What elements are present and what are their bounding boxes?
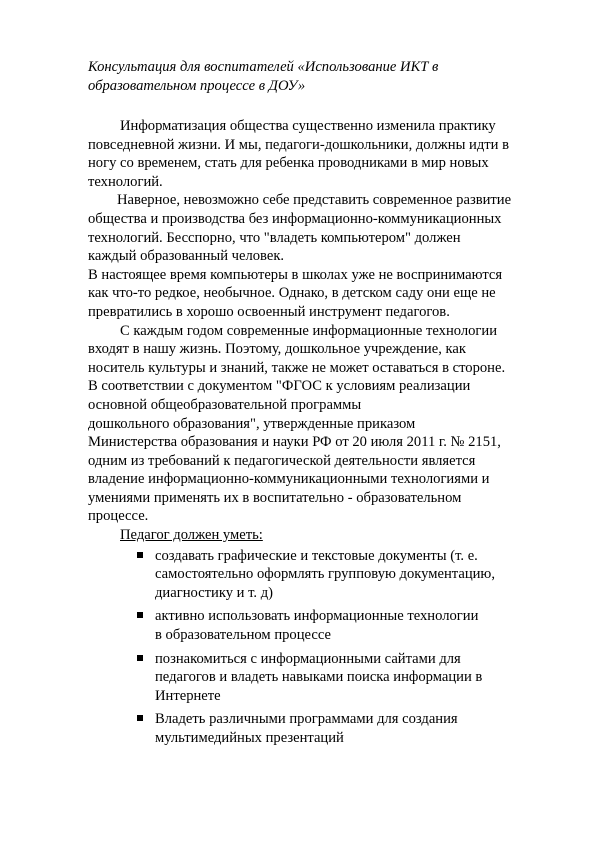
title-line: Консультация для воспитателей «Использование ИКТ в <box>88 59 439 75</box>
list-item <box>88 547 548 603</box>
text-line: Информатизация общества существенно изменила практику <box>120 118 496 134</box>
skills-list <box>88 547 548 748</box>
text-line: С каждым годом современные информационные технологии <box>120 322 498 339</box>
text-line: носитель культуры и знаний, также не может оставаться в стороне. <box>88 359 506 376</box>
document-title <box>88 58 528 96</box>
text-line: входят в нашу жизнь. Поэтому, дошкольное учреждение, как <box>88 341 466 358</box>
text-line: технологий. <box>88 173 163 190</box>
text-line: Владеть различными программами для создания <box>155 711 458 728</box>
text-line: каждый образованный человек. <box>88 248 285 265</box>
text-line: активно использовать информационные технологии <box>155 608 479 625</box>
list-item <box>88 650 548 706</box>
list-item <box>88 710 548 747</box>
paragraph-3 <box>88 266 548 322</box>
text-line: создавать графические и текстовые документы (т. е. <box>155 547 478 564</box>
text-line: процессе. <box>88 508 149 525</box>
text-line: превратились в хорошо освоенный инструмент педагогов. <box>88 303 450 320</box>
text-line: владение информационно-коммуникационными технологиями и <box>88 471 490 488</box>
text-line: Интернете <box>155 687 221 704</box>
paragraph-4 <box>88 322 548 527</box>
text-line: мультимедийных презентаций <box>155 730 344 746</box>
text-line: В настоящее время компьютеры в школах уже не воспринимаются <box>88 266 503 283</box>
text-line: в образовательном процессе <box>155 627 331 644</box>
text-line: ногу со временем, стать для ребенка проводниками в мир новых <box>88 155 489 172</box>
square-bullet-icon <box>137 715 143 721</box>
text-line: Министерства образования и науки РФ от 20 июля 2011 г. № 2151, <box>88 434 501 451</box>
square-bullet-icon <box>137 552 143 558</box>
text-line: основной общеобразовательной программы <box>88 396 362 413</box>
text-line: повседневной жизни. И мы, педагоги-дошкольники, должны идти в <box>88 136 509 153</box>
text-line: педагогов и владеть навыками поиска информации в <box>155 669 483 686</box>
text-line: диагностику и т. д) <box>155 584 273 601</box>
text-line: самостоятельно оформлять групповую документацию, <box>155 566 495 583</box>
text-line: технологий. Бесспорно, что "владеть компьютером" должен <box>88 229 461 246</box>
list-item <box>88 607 548 644</box>
text-line: как что-то редкое, необычное. Однако, в детском саду они еще не <box>88 285 496 302</box>
text-line: познакомиться с информационными сайтами для <box>155 650 461 667</box>
text-line: дошкольного образования", утвержденные приказом <box>88 415 416 432</box>
text-line: общества и производства без информационно-коммуникационных <box>88 210 502 227</box>
square-bullet-icon <box>137 612 143 618</box>
title-line: образовательном процессе в ДОУ» <box>88 78 306 94</box>
square-bullet-icon <box>137 655 143 661</box>
paragraph-2 <box>88 191 548 265</box>
text-line: одним из требований к педагогической деятельности является <box>88 452 476 469</box>
text-line: Наверное, невозможно себе представить современное развитие <box>117 192 512 209</box>
text-line: В соответствии с документом "ФГОС к условиям реализации <box>88 378 471 395</box>
text-line: умениями применять их в воспитательно - образовательном <box>88 489 462 506</box>
subheading: Педагог должен уметь: <box>120 527 263 544</box>
paragraph-1 <box>88 117 548 191</box>
document-body <box>88 117 548 748</box>
